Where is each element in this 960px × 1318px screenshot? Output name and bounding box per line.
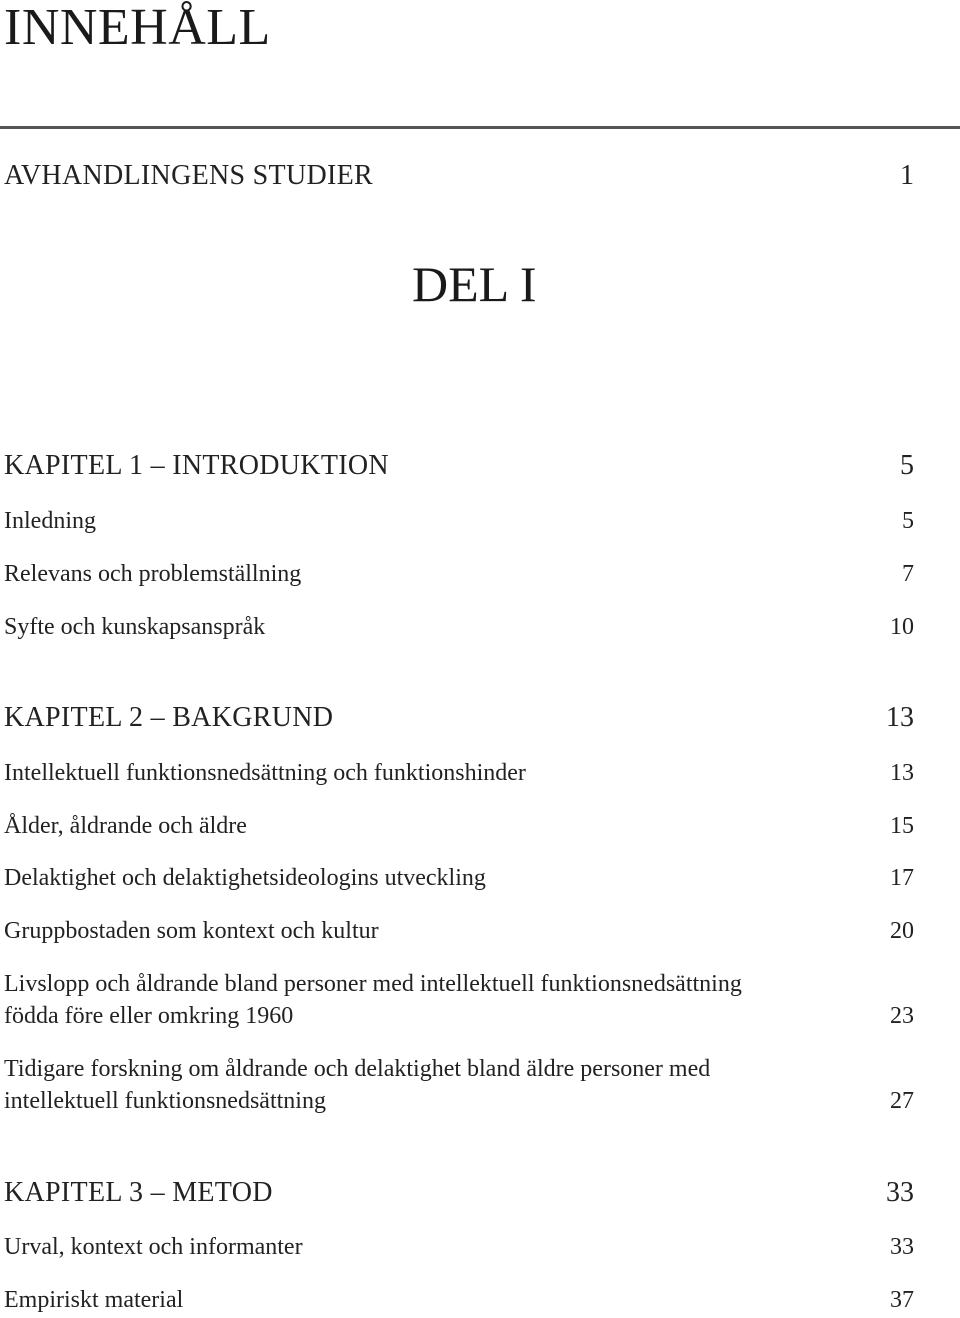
toc-entry-page: 5 [900,450,914,481]
toc-entry-page: 7 [902,561,914,587]
toc-entry-text: Empiriskt material [4,1287,184,1313]
toc-entry-intellektuell[interactable] [4,757,914,789]
toc-entry-text: Urval, kontext och informanter [4,1234,303,1260]
toc-entry-livslopp[interactable] [4,968,914,1032]
toc-entry-page: 27 [890,1088,914,1114]
toc-entry-page: 23 [890,1003,914,1029]
toc-entry-studier[interactable] [4,159,914,193]
toc-entry-page: 13 [890,760,914,786]
toc-entry-text: Gruppbostaden som kontext och kultur [4,918,379,944]
toc-entry-kapitel-3[interactable] [4,1176,914,1210]
toc-entry-relevans[interactable] [4,558,914,590]
toc-entry-page: 33 [890,1234,914,1260]
toc-entry-alder[interactable] [4,810,914,842]
toc-entry-page: 13 [886,702,914,733]
toc-entry-text: Tidigare forskning om åldrande och delaktighet bland äldre personer med intellektuell funktionsnedsättning [4,1056,711,1114]
toc-entry-page: 15 [890,813,914,839]
toc-entry-text: Ålder, åldrande och äldre [4,813,247,839]
part-heading: DEL I [412,256,537,312]
toc-entry-text: Intellektuell funktionsnedsättning och funktionshinder [4,760,526,786]
toc-entry-text: KAPITEL 2 – BAKGRUND [4,702,334,733]
page-title: INNEHÅLL [4,0,271,56]
toc-entry-page: 17 [890,865,914,891]
toc-entry-text: KAPITEL 3 – METOD [4,1177,273,1208]
toc-entry-text: KAPITEL 1 – INTRODUKTION [4,450,389,481]
toc-entry-page: 20 [890,918,914,944]
title-divider [0,126,960,129]
toc-entry-inledning[interactable] [4,505,914,537]
toc-entry-text: Syfte och kunskapsanspråk [4,614,266,640]
toc-entry-gruppbostaden[interactable] [4,915,914,947]
toc-entry-page: 5 [902,508,914,534]
toc-entry-text: Livslopp och åldrande bland personer med intellektuell funktionsnedsättning födda före eller omkring 1960 [4,971,742,1029]
toc-entry-page: 1 [900,160,914,191]
toc-entry-page: 33 [886,1177,914,1208]
toc-entry-text: Delaktighet och delaktighetsideologins utveckling [4,865,486,891]
toc-entry-page: 10 [890,614,914,640]
toc-entry-urval[interactable] [4,1231,914,1263]
toc-entry-text: Inledning [4,508,96,534]
toc-entry-page: 37 [890,1287,914,1313]
toc-entry-tidigare-forskning[interactable] [4,1053,914,1117]
toc-entry-syfte[interactable] [4,611,914,643]
toc-entry-text: Relevans och problemställning [4,561,302,587]
toc-entry-kapitel-1[interactable] [4,449,914,483]
toc-entry-text: AVHANDLINGENS STUDIER [4,160,374,191]
toc-entry-kapitel-2[interactable] [4,701,914,735]
toc-entry-delaktighet[interactable] [4,862,914,894]
toc-entry-empiriskt[interactable] [4,1284,914,1316]
